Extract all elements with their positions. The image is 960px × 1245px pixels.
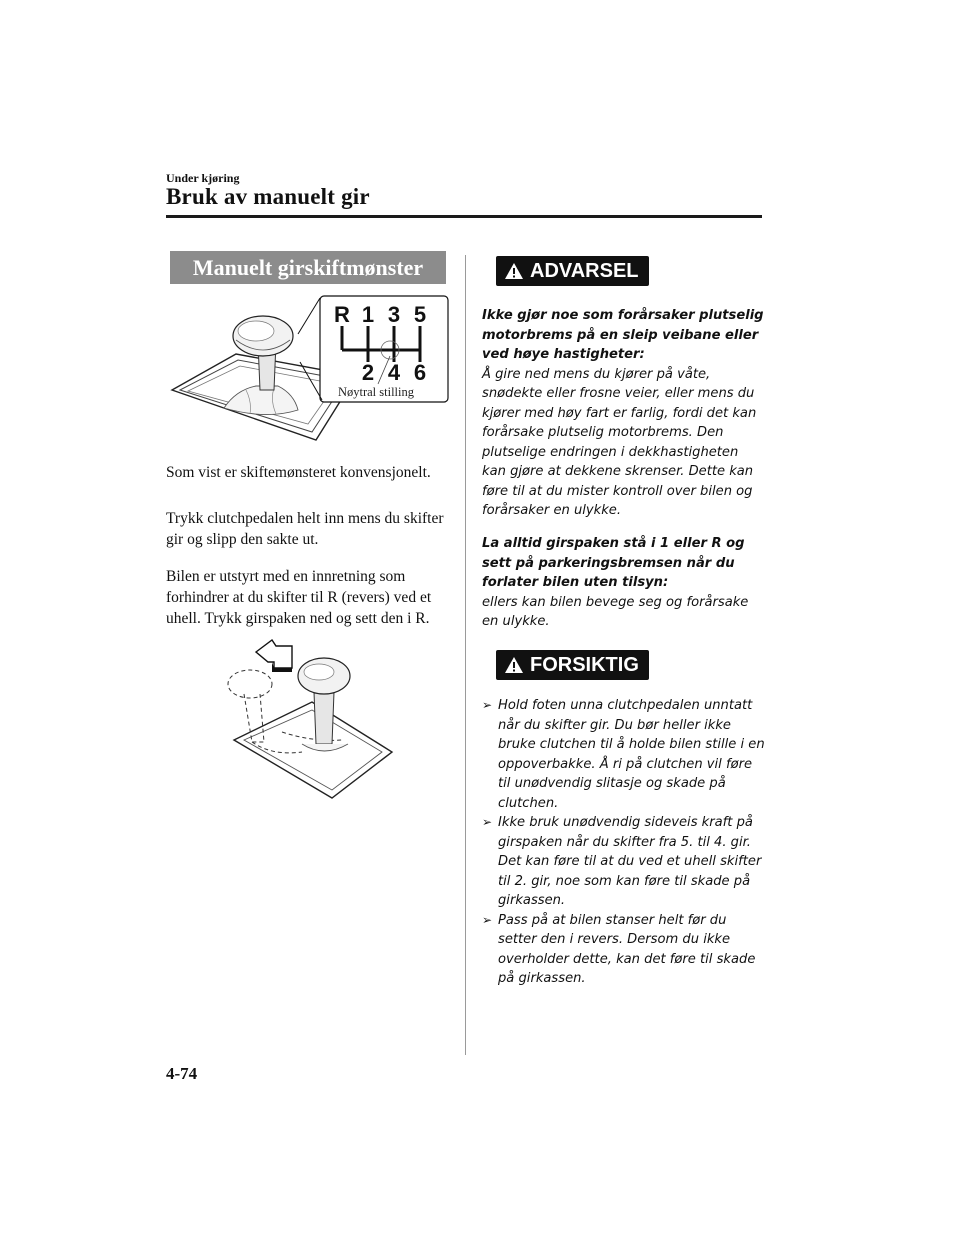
gear-shift-illustration	[166, 290, 452, 450]
warning-lead: Ikke gjør noe som forårsaker plutselig motorbrems på en sleip veibane eller ved høye hastigheter:	[482, 308, 764, 362]
gear-label-5: 5	[413, 302, 427, 327]
warning-body: Å gire ned mens du kjører på våte, snødekte eller frosne veier, eller mens du kjører med høy fart er farlig, fordi det kan forårsake plutselig motorbrems. Den plutselige endringen i dekkhastigheten kan gjøre at dekkene skrenser. Dette kan føre til at du mister kontroll over bilen og forårsaker en ulykke.	[482, 366, 757, 518]
reverse-shift-illustration	[222, 632, 398, 802]
warning-body: ellers kan bilen bevege seg og forårsake en ulykke.	[482, 594, 749, 629]
gear-label-2: 2	[361, 360, 375, 385]
warning-lead: La alltid girspaken stå i 1 eller R og sett på parkeringsbremsen når du forlater bilen uten tilsyn:	[482, 536, 745, 590]
caution-badge	[496, 650, 649, 680]
paragraph-pattern: Som vist er skiftemønsteret konvensjonelt.	[166, 464, 431, 481]
warning-badge	[496, 256, 649, 286]
gear-label-3: 3	[387, 302, 401, 327]
arrow-bullet-icon: ➢	[482, 912, 493, 927]
paragraph-clutch: Trykk clutchpedalen helt inn mens du skifter gir og slipp den sakte ut.	[166, 510, 444, 548]
neutral-label: Nøytral stilling	[337, 385, 415, 399]
warning-label: ADVARSEL	[530, 259, 639, 282]
caution-item	[482, 696, 766, 813]
warning-icon	[504, 656, 524, 674]
caution-item-text: Pass på at bilen stanser helt før du setter den i revers. Dersom du ikke overholder dette, kan det føre til skade på girkassen.	[498, 912, 756, 986]
gear-label-6: 6	[413, 360, 427, 385]
gear-label-r: R	[334, 302, 350, 327]
arrow-bullet-icon: ➢	[482, 698, 493, 712]
caution-label: FORSIKTIG	[530, 653, 639, 676]
header-rule	[166, 215, 762, 218]
warning-block-engine-brake	[482, 306, 764, 521]
caution-list	[482, 696, 766, 989]
paragraph-reverse: Bilen er utstyrt med en innretning som forhindrer at du skifter til R (revers) ved et uhell. Trykk girspaken ned og sett den i R.	[166, 568, 432, 627]
page-number: 4-74	[166, 1064, 198, 1083]
warning-icon	[504, 262, 524, 280]
caution-item	[482, 911, 766, 989]
section-label: Under kjøring	[166, 171, 240, 185]
caution-item-text: Ikke bruk unødvendig sideveis kraft på girspaken når du skifter fra 5. til 4. gir. Det kan føre til at du ved et uhell skifter til 2. gir, noe som kan føre til skade på girkassen.	[498, 815, 762, 908]
warning-block-parking	[482, 534, 764, 632]
arrow-bullet-icon: ➢	[482, 815, 493, 829]
caution-item-text: Hold foten unna clutchpedalen unntatt når du skifter gir. Du bør heller ikke bruke clutchen til å holde bilen stille i en oppoverbakke. Å ri på clutchen vil føre til unødvendig slitasje og skade på clutchen.	[498, 698, 765, 811]
gear-label-1: 1	[361, 302, 375, 327]
caution-item	[482, 813, 766, 911]
page-title: Bruk av manuelt gir	[166, 184, 370, 209]
gear-label-4: 4	[387, 360, 401, 385]
section-heading: Manuelt girskiftmønster	[170, 251, 446, 284]
column-divider	[465, 255, 466, 1055]
